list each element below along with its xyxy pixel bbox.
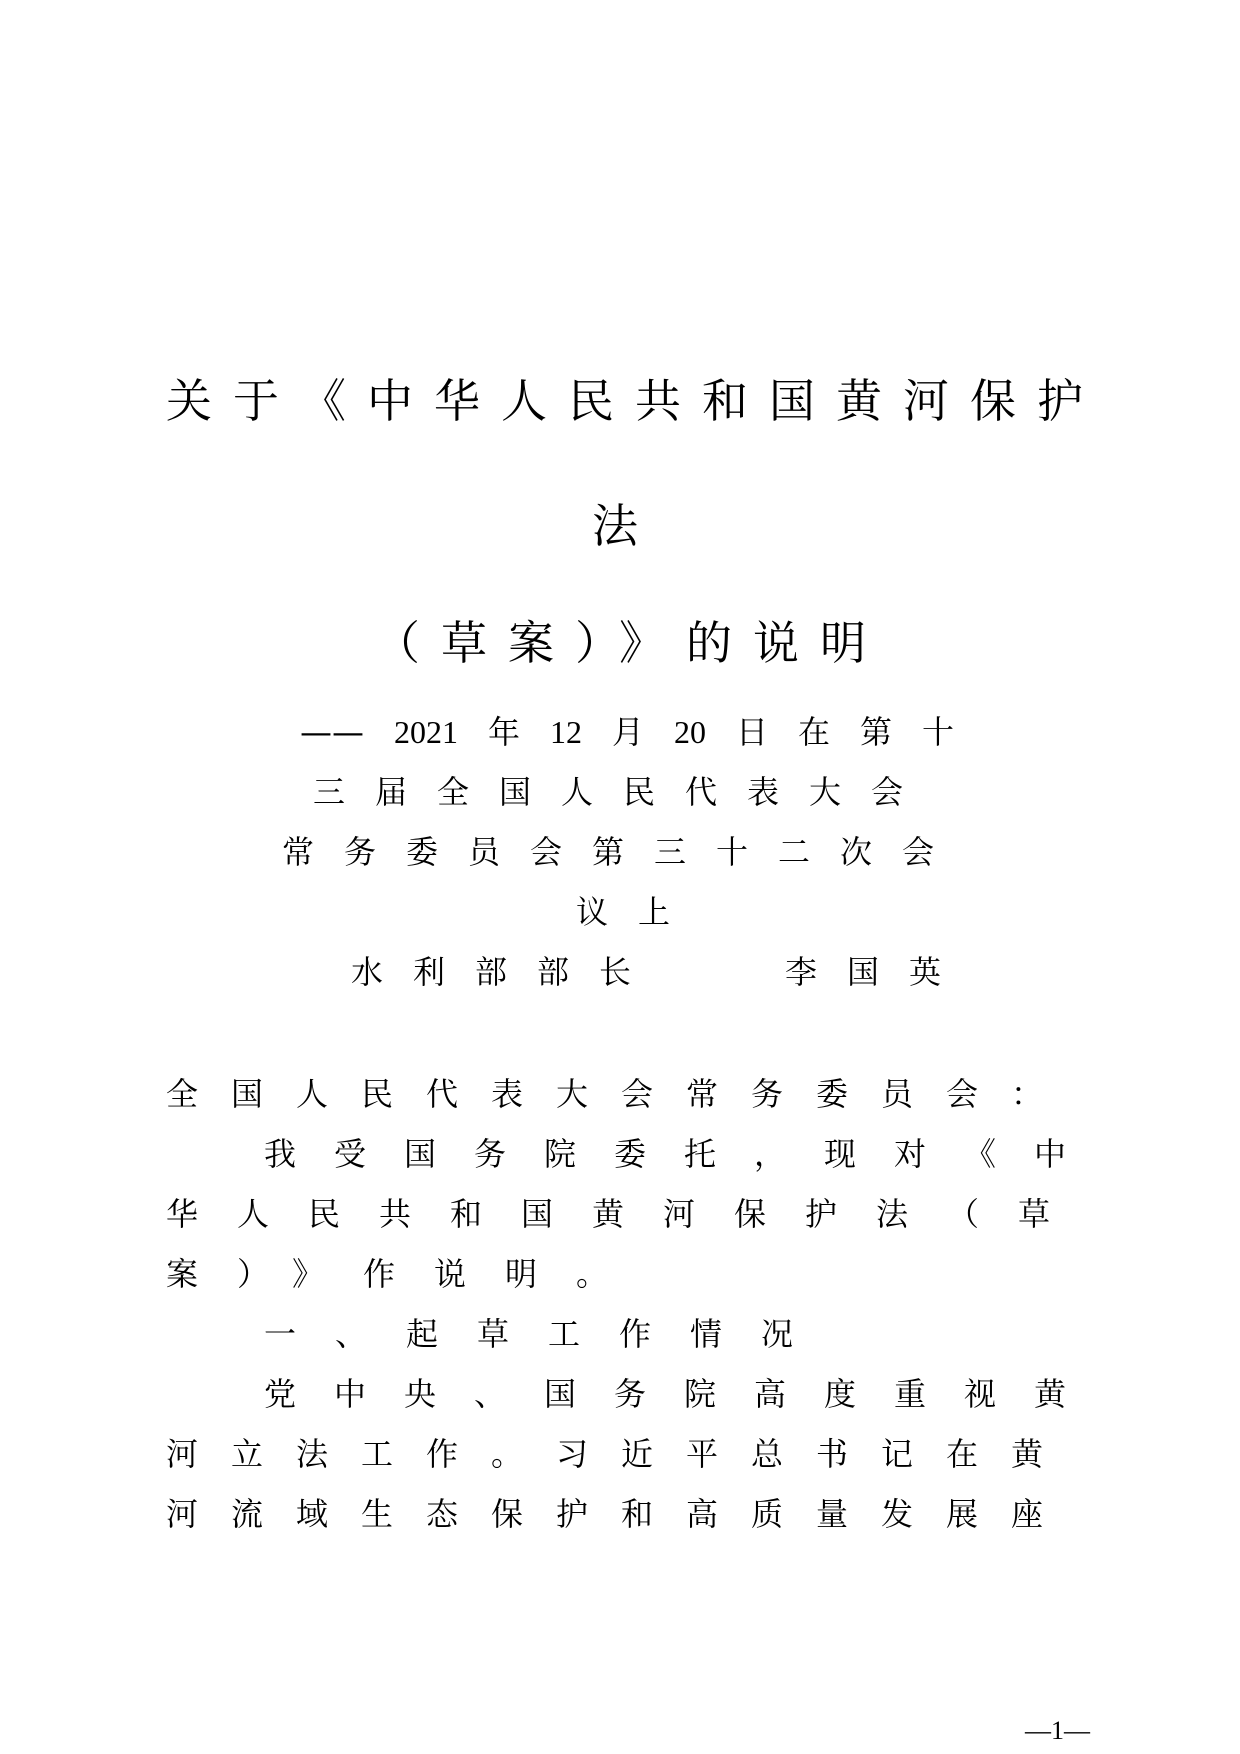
title-line-2: 法 bbox=[592, 499, 659, 553]
paragraph-2-line-2: 河立法工作。习近平总书记在黄 bbox=[166, 1435, 1077, 1473]
paragraph-1-line-3: 案）》作说明。 bbox=[166, 1255, 648, 1293]
subtitle-line-1: —— 2021 年 12 月 20 日 在 第 十 bbox=[300, 713, 954, 751]
subtitle-line-4: 议上 bbox=[576, 893, 701, 931]
title-line-1: 关于《中华人民共和国黄河保护 bbox=[166, 374, 1104, 428]
paragraph-2-line-3: 河流域生态保护和高质量发展座 bbox=[166, 1495, 1077, 1533]
page-number: —1— bbox=[1025, 1716, 1090, 1745]
subtitle-line-2: 三届全国人民代表大会 bbox=[313, 773, 934, 811]
paragraph-1-line-2: 华人民共和国黄河保护法（草 bbox=[166, 1195, 1090, 1233]
paragraph-2-line-1: 党中央、国务院高度重视黄 bbox=[264, 1375, 1105, 1413]
paragraph-1-line-1: 我受国务院委托，现对《中 bbox=[264, 1135, 1105, 1173]
salutation: 全国人民代表大会常务委员会： bbox=[166, 1075, 1077, 1113]
subtitle-line-3: 常务委员会第三十二次会 bbox=[282, 833, 965, 871]
subtitle-dash: —— bbox=[300, 713, 364, 751]
section-1-heading: 一、起草工作情况 bbox=[264, 1315, 833, 1353]
author-line: 水利部部长 李国英 bbox=[351, 953, 972, 991]
title-line-3: （草案）》的说明 bbox=[374, 616, 887, 670]
